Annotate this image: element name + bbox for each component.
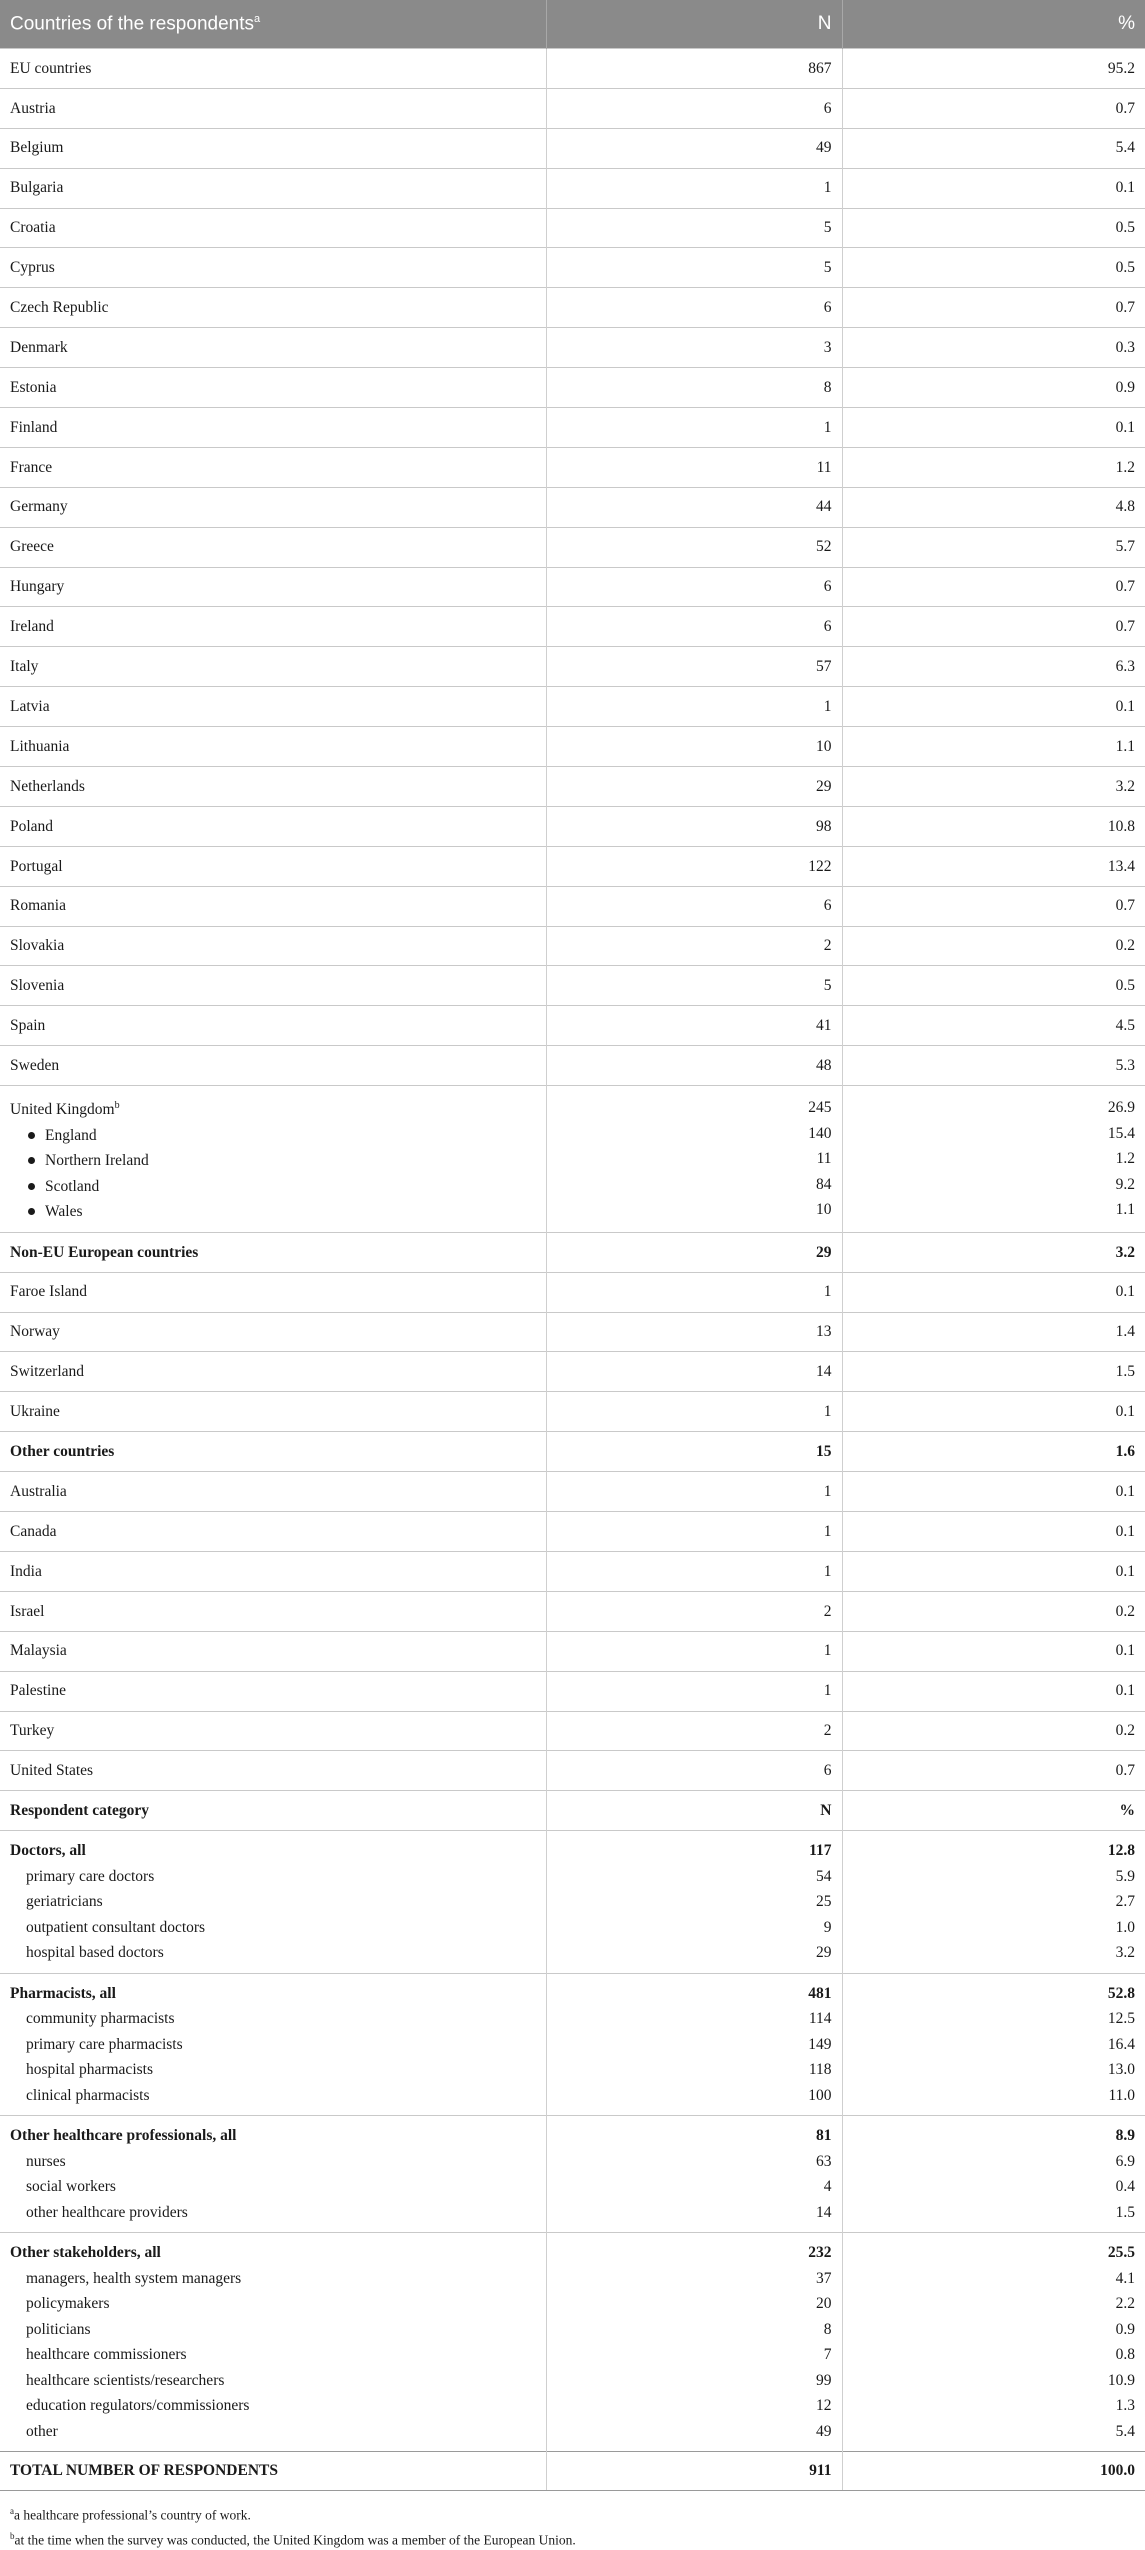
group-item-n: 12 (816, 2397, 832, 2415)
group-item-n: 25 (816, 1893, 832, 1911)
table-row (0, 128, 1145, 168)
row-n: 48 (546, 1046, 842, 1086)
row-n: 1 (546, 1472, 842, 1512)
table-row (0, 846, 1145, 886)
group-item-name: other healthcare providers (26, 2203, 188, 2221)
row-pct: 0.2 (842, 1591, 1145, 1631)
row-n: 3 (546, 328, 842, 368)
row-pct: 0.5 (842, 208, 1145, 248)
row-n: 1 (546, 1512, 842, 1552)
table-row (0, 1551, 1145, 1591)
group-label: Non-EU European countries (0, 1232, 546, 1272)
row-label: Cyprus (0, 248, 546, 288)
group-item-name: other (26, 2422, 58, 2440)
row-n: 1 (546, 1392, 842, 1432)
group-item-name: policymakers (26, 2295, 110, 2313)
row-pct: 0.2 (842, 926, 1145, 966)
total-n: 911 (546, 2452, 842, 2491)
table-header (0, 0, 1145, 49)
row-label: Sweden (0, 1046, 546, 1086)
table-row (0, 168, 1145, 208)
uk-n: 245 (808, 1099, 832, 1117)
row-pct: 5.3 (842, 1046, 1145, 1086)
table-row (0, 328, 1145, 368)
uk-part (10, 1199, 536, 1225)
table-row (0, 1392, 1145, 1432)
row-label: Lithuania (0, 727, 546, 767)
table-row (0, 1751, 1145, 1791)
row-n: 6 (546, 886, 842, 926)
group-total-n: 481 (808, 1984, 832, 2002)
category-group-row (0, 2233, 1145, 2452)
group-pct: 3.2 (842, 1232, 1145, 1272)
uk-part-n: 11 (816, 1150, 832, 1168)
row-pct: 0.7 (842, 567, 1145, 607)
uk-part-pct: 1.1 (1115, 1201, 1135, 1219)
group-item-pct: 5.9 (1115, 1867, 1135, 1885)
table-row (0, 607, 1145, 647)
row-n: 10 (546, 727, 842, 767)
row-label: Latvia (0, 687, 546, 727)
row-label: Norway (0, 1312, 546, 1352)
group-item-pct: 0.8 (1115, 2346, 1135, 2364)
table-row (0, 288, 1145, 328)
row-n: 8 (546, 368, 842, 408)
row-pct: 5.4 (842, 128, 1145, 168)
table-row (0, 1272, 1145, 1312)
row-n: 867 (546, 49, 842, 89)
group-labels (0, 1973, 546, 2116)
group-item-pct: 1.3 (1115, 2397, 1135, 2415)
table-row (0, 886, 1145, 926)
table-row (0, 806, 1145, 846)
group-total-n: 81 (816, 2127, 832, 2145)
row-label: Greece (0, 527, 546, 567)
group-total-pct: 12.8 (1107, 1842, 1135, 1860)
row-pct: 0.1 (842, 1671, 1145, 1711)
row-label: Spain (0, 1006, 546, 1046)
table-row (0, 1671, 1145, 1711)
row-n: 1 (546, 1671, 842, 1711)
row-label: Italy (0, 647, 546, 687)
uk-label-text: United Kingdom (10, 1101, 115, 1119)
table-row (0, 727, 1145, 767)
group-item-n: 114 (808, 2010, 832, 2028)
uk-part-pct: 15.4 (1107, 1124, 1135, 1142)
group-item-pct: 11.0 (1108, 2086, 1135, 2104)
group-item-name: hospital based doctors (26, 1944, 164, 1962)
table-row (0, 767, 1145, 807)
group-labels (0, 2116, 546, 2233)
row-pct: 0.5 (842, 248, 1145, 288)
group-pct-values (842, 1973, 1145, 2116)
footnote-a: $^a$a healthcare professional’s country of work. (10, 2506, 251, 2523)
uk-pct: 26.9 (1107, 1099, 1135, 1117)
table-row (0, 1006, 1145, 1046)
row-label: Palestine (0, 1671, 546, 1711)
total-pct: 100.0 (842, 2452, 1145, 2491)
group-item-pct: 0.4 (1115, 2178, 1135, 2196)
row-n: 6 (546, 567, 842, 607)
row-label: Malaysia (0, 1631, 546, 1671)
row-pct: 10.8 (842, 806, 1145, 846)
row-label: Turkey (0, 1711, 546, 1751)
table-row (0, 687, 1145, 727)
uk-part-name: England (45, 1126, 97, 1144)
total-label: TOTAL NUMBER OF RESPONDENTS (0, 2452, 546, 2491)
total-row (0, 2452, 1145, 2491)
uk-part (10, 1174, 536, 1200)
group-item-name: primary care pharmacists (26, 2035, 183, 2053)
table-row (0, 1312, 1145, 1352)
row-label: Netherlands (0, 767, 546, 807)
uk-part-name: Northern Ireland (45, 1152, 149, 1170)
row-label: Germany (0, 487, 546, 527)
group-item-n: 100 (808, 2086, 832, 2104)
row-label: Switzerland (0, 1352, 546, 1392)
table-row (0, 1631, 1145, 1671)
table-row (0, 1591, 1145, 1631)
group-item-name: geriatricians (26, 1893, 103, 1911)
table-row (0, 447, 1145, 487)
group-item-name: hospital pharmacists (26, 2061, 153, 2079)
uk-part (10, 1123, 536, 1149)
uk-part-pct: 9.2 (1115, 1175, 1135, 1193)
row-label: Australia (0, 1472, 546, 1512)
row-pct: 0.1 (842, 687, 1145, 727)
category-header-pct: % (842, 1791, 1145, 1831)
table-row (0, 1512, 1145, 1552)
row-n: 5 (546, 966, 842, 1006)
row-n: 6 (546, 88, 842, 128)
group-item-name: politicians (26, 2320, 91, 2338)
group-title: Other healthcare professionals, all (10, 2127, 237, 2145)
uk-label (10, 1093, 536, 1123)
table-row (0, 567, 1145, 607)
group-item-pct: 1.0 (1115, 1918, 1135, 1936)
group-item-pct: 10.9 (1107, 2371, 1135, 2389)
table-row (0, 527, 1145, 567)
header-n: N (546, 0, 842, 49)
header-pct: % (842, 0, 1145, 49)
row-n: 1 (546, 168, 842, 208)
group-item-n: 8 (823, 2320, 832, 2338)
group-item-name: community pharmacists (26, 2010, 175, 2028)
row-label: Faroe Island (0, 1272, 546, 1312)
uk-part-n: 84 (816, 1175, 832, 1193)
group-title: Pharmacists, all (10, 1984, 116, 2002)
row-pct: 13.4 (842, 846, 1145, 886)
row-pct: 1.5 (842, 1352, 1145, 1392)
other-countries-row (0, 1432, 1145, 1472)
row-pct: 0.7 (842, 607, 1145, 647)
group-total-pct: 8.9 (1115, 2127, 1135, 2145)
row-n: 29 (546, 767, 842, 807)
group-item-pct: 4.1 (1115, 2269, 1135, 2287)
table-row (0, 926, 1145, 966)
row-pct: 0.9 (842, 368, 1145, 408)
row-label: Belgium (0, 128, 546, 168)
group-item-name: outpatient consultant doctors (26, 1918, 206, 1936)
group-item-n: 9 (823, 1918, 832, 1936)
uk-part-n: 10 (816, 1201, 832, 1219)
row-n: 2 (546, 926, 842, 966)
row-n: 5 (546, 248, 842, 288)
header-countries: Countries of the respondents$^a$ (0, 0, 546, 49)
bullet-icon (28, 1157, 35, 1164)
row-pct: 0.7 (842, 886, 1145, 926)
row-n: 1 (546, 1551, 842, 1591)
row-pct: 0.1 (842, 1631, 1145, 1671)
group-item-pct: 6.9 (1115, 2152, 1135, 2170)
row-n: 41 (546, 1006, 842, 1046)
bullet-icon (28, 1183, 35, 1190)
group-item-name: clinical pharmacists (26, 2086, 150, 2104)
row-pct: 1.2 (842, 447, 1145, 487)
uk-part-n: 140 (808, 1124, 832, 1142)
uk-part-pct: 1.2 (1115, 1150, 1135, 1168)
group-item-pct: 3.2 (1115, 1944, 1135, 1962)
group-pct-values (842, 2116, 1145, 2233)
group-n-values (546, 1973, 842, 2116)
row-pct: 0.7 (842, 288, 1145, 328)
footnote-b: $^b$at the time when the survey was conducted, the United Kingdom was a member of the European Union. (10, 2530, 576, 2548)
row-n: 1 (546, 687, 842, 727)
group-item-pct: 0.9 (1115, 2320, 1135, 2338)
row-pct: 0.7 (842, 88, 1145, 128)
table-row (0, 1352, 1145, 1392)
group-pct: 1.6 (842, 1432, 1145, 1472)
group-item-name: managers, health system managers (26, 2269, 242, 2287)
table-row (0, 408, 1145, 448)
row-pct: 0.1 (842, 1472, 1145, 1512)
group-item-n: 63 (816, 2152, 832, 2170)
group-item-n: 49 (816, 2422, 832, 2440)
row-pct: 1.4 (842, 1312, 1145, 1352)
row-label: Portugal (0, 846, 546, 886)
group-total-n: 232 (808, 2244, 832, 2262)
group-item-n: 4 (823, 2178, 832, 2196)
row-n: 52 (546, 527, 842, 567)
row-label: Finland (0, 408, 546, 448)
row-pct: 4.8 (842, 487, 1145, 527)
table-row (0, 1046, 1145, 1086)
group-item-name: social workers (26, 2178, 116, 2196)
row-n: 6 (546, 288, 842, 328)
group-item-name: nurses (26, 2152, 66, 2170)
table-row (0, 368, 1145, 408)
group-item-n: 54 (816, 1867, 832, 1885)
group-item-n: 29 (816, 1944, 832, 1962)
row-label: Ukraine (0, 1392, 546, 1432)
eu-countries-row (0, 49, 1145, 89)
row-pct: 95.2 (842, 49, 1145, 89)
category-group-row (0, 2116, 1145, 2233)
row-pct: 5.7 (842, 527, 1145, 567)
group-item-pct: 16.4 (1107, 2035, 1135, 2053)
group-item-n: 7 (823, 2346, 832, 2364)
group-total-pct: 25.5 (1107, 2244, 1135, 2262)
category-header-row (0, 1791, 1145, 1831)
row-n: 13 (546, 1312, 842, 1352)
footnotes (0, 2491, 1145, 2550)
group-item-name: primary care doctors (26, 1867, 155, 1885)
group-item-name: education regulators/commissioners (26, 2397, 250, 2415)
uk-part-name: Wales (45, 1203, 83, 1221)
row-n: 1 (546, 1272, 842, 1312)
category-header-n: N (546, 1791, 842, 1831)
row-pct: 0.1 (842, 1392, 1145, 1432)
group-item-pct: 12.5 (1107, 2010, 1135, 2028)
uk-part-name: Scotland (45, 1177, 100, 1195)
group-n: 29 (546, 1232, 842, 1272)
row-n: 1 (546, 1631, 842, 1671)
group-label: Other countries (0, 1432, 546, 1472)
non-eu-countries-row (0, 1232, 1145, 1272)
table-row (0, 487, 1145, 527)
row-n: 98 (546, 806, 842, 846)
group-item-n: 14 (816, 2203, 832, 2221)
row-n: 5 (546, 208, 842, 248)
row-label: Hungary (0, 567, 546, 607)
group-labels (0, 1831, 546, 1974)
row-n: 122 (546, 846, 842, 886)
row-label: Israel (0, 1591, 546, 1631)
row-pct: 1.1 (842, 727, 1145, 767)
group-n: 15 (546, 1432, 842, 1472)
row-label: India (0, 1551, 546, 1591)
group-total-n: 117 (809, 1842, 832, 1860)
row-pct: 0.1 (842, 168, 1145, 208)
group-pct-values (842, 2233, 1145, 2452)
group-item-pct: 2.7 (1115, 1893, 1135, 1911)
group-n-values (546, 1831, 842, 1974)
row-pct: 0.1 (842, 1551, 1145, 1591)
table-row (0, 966, 1145, 1006)
row-label: Romania (0, 886, 546, 926)
row-label: Slovenia (0, 966, 546, 1006)
row-pct: 0.7 (842, 1751, 1145, 1791)
row-pct: 0.1 (842, 408, 1145, 448)
row-label: Denmark (0, 328, 546, 368)
row-n: 1 (546, 408, 842, 448)
row-pct: 6.3 (842, 647, 1145, 687)
table-row (0, 88, 1145, 128)
table-row (0, 208, 1145, 248)
group-item-name: healthcare commissioners (26, 2346, 187, 2364)
group-item-name: healthcare scientists/researchers (26, 2371, 225, 2389)
group-item-pct: 5.4 (1115, 2422, 1135, 2440)
group-pct-values (842, 1831, 1145, 1974)
row-n: 14 (546, 1352, 842, 1392)
group-title: Other stakeholders, all (10, 2244, 161, 2262)
row-pct: 4.5 (842, 1006, 1145, 1046)
row-label: Croatia (0, 208, 546, 248)
row-label: Slovakia (0, 926, 546, 966)
row-label: United States (0, 1751, 546, 1791)
uk-block-row (0, 1086, 1145, 1233)
bullet-icon (28, 1132, 35, 1139)
row-n: 49 (546, 128, 842, 168)
uk-labels (0, 1086, 546, 1233)
table-body (0, 49, 1145, 2491)
row-n: 6 (546, 607, 842, 647)
row-n: 2 (546, 1711, 842, 1751)
row-label: Czech Republic (0, 288, 546, 328)
row-label: Poland (0, 806, 546, 846)
category-header-label: Respondent category (0, 1791, 546, 1831)
row-pct: 0.5 (842, 966, 1145, 1006)
row-label: Canada (0, 1512, 546, 1552)
row-n: 57 (546, 647, 842, 687)
table-row (0, 248, 1145, 288)
category-group-row (0, 1973, 1145, 2116)
group-n-values (546, 2116, 842, 2233)
group-labels (0, 2233, 546, 2452)
group-item-pct: 1.5 (1115, 2203, 1135, 2221)
row-n: 6 (546, 1751, 842, 1791)
row-label: EU countries (0, 49, 546, 89)
group-item-n: 149 (808, 2035, 832, 2053)
row-label: Bulgaria (0, 168, 546, 208)
group-item-n: 99 (816, 2371, 832, 2389)
group-total-pct: 52.8 (1107, 1984, 1135, 2002)
group-item-pct: 2.2 (1115, 2295, 1135, 2313)
group-item-n: 20 (816, 2295, 832, 2313)
uk-n-values (546, 1086, 842, 1233)
bullet-icon (28, 1208, 35, 1215)
group-n-values (546, 2233, 842, 2452)
row-n: 11 (546, 447, 842, 487)
uk-part (10, 1148, 536, 1174)
uk-pct-values (842, 1086, 1145, 1233)
row-pct: 0.2 (842, 1711, 1145, 1751)
row-pct: 0.1 (842, 1512, 1145, 1552)
row-pct: 0.1 (842, 1272, 1145, 1312)
group-item-n: 118 (808, 2061, 832, 2079)
table-row (0, 1711, 1145, 1751)
row-n: 44 (546, 487, 842, 527)
table-row (0, 1472, 1145, 1512)
table-row (0, 647, 1145, 687)
row-label: France (0, 447, 546, 487)
uk-label-sup: b (114, 1100, 120, 1112)
group-item-n: 37 (816, 2269, 832, 2287)
row-pct: 0.3 (842, 328, 1145, 368)
group-item-pct: 13.0 (1107, 2061, 1135, 2079)
row-pct: 3.2 (842, 767, 1145, 807)
row-label: Estonia (0, 368, 546, 408)
category-group-row (0, 1831, 1145, 1974)
group-title: Doctors, all (10, 1842, 86, 1860)
row-label: Austria (0, 88, 546, 128)
row-label: Ireland (0, 607, 546, 647)
row-n: 2 (546, 1591, 842, 1631)
